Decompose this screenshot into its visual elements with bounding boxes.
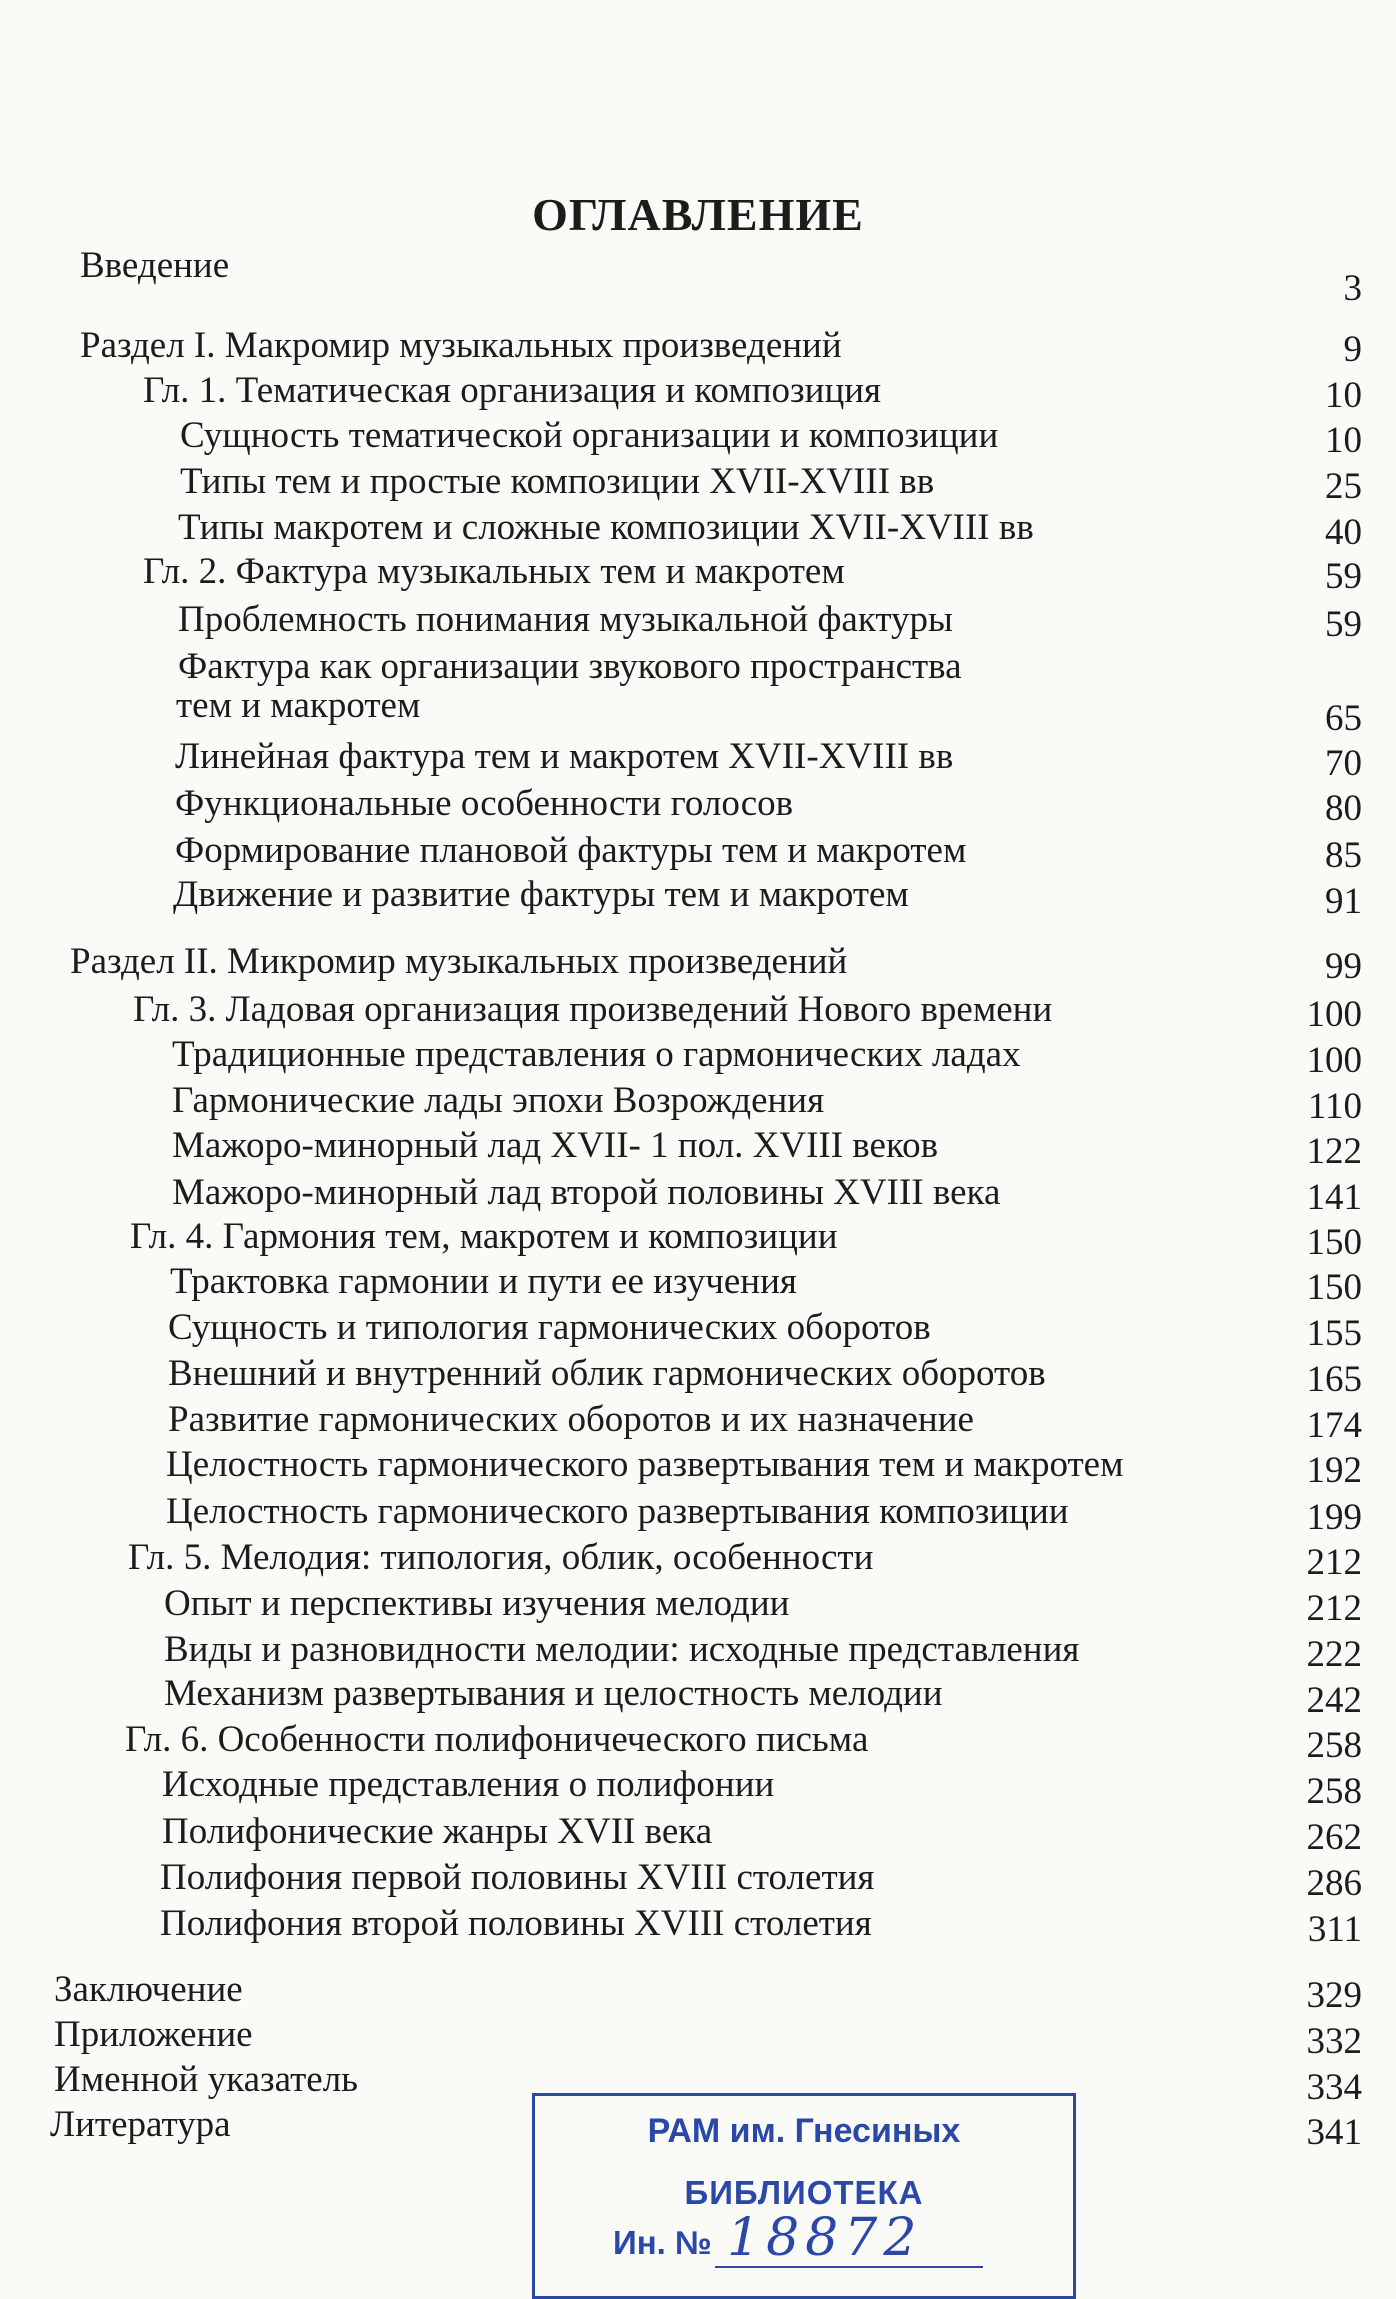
toc-entry-title: Движение и развитие фактуры тем и макротем bbox=[173, 874, 909, 915]
toc-entry-page: 150 bbox=[1306, 1267, 1362, 1308]
toc-entry-title: Функциональные особенности голосов bbox=[175, 783, 794, 824]
toc-entry-page: 40 bbox=[1325, 512, 1362, 553]
toc-entry-page: 329 bbox=[1306, 1975, 1362, 2016]
toc-entry-title: Сущность тематической организации и композиции bbox=[180, 415, 999, 456]
toc-entry-page: 25 bbox=[1325, 466, 1362, 507]
toc-entry-title: Гл. 1. Тематическая организация и композиция bbox=[143, 370, 882, 411]
toc-entry-title: Полифония второй половины XVIII столетия bbox=[160, 1903, 872, 1944]
stamp-library-name: РАМ им. Гнесиных bbox=[647, 2112, 961, 2150]
toc-entry-title: Типы макротем и сложные композиции XVII-XVIII вв bbox=[178, 507, 1034, 548]
toc-entry-page: 242 bbox=[1306, 1680, 1362, 1721]
toc-entry-page: 85 bbox=[1325, 835, 1362, 876]
toc-entry-page: 258 bbox=[1306, 1725, 1362, 1766]
toc-entry-title: Мажоро-минорный лад XVII- 1 пол. XVIII веков bbox=[172, 1125, 939, 1166]
page-title: ОГЛАВЛЕНИЕ bbox=[532, 189, 864, 240]
toc-entry-page: 59 bbox=[1325, 604, 1362, 645]
toc-entry-title: Именной указатель bbox=[54, 2059, 359, 2100]
toc-entry-title: Раздел II. Микромир музыкальных произведений bbox=[70, 941, 848, 982]
toc-entry-title: Гл. 6. Особенности полифоничеческого письма bbox=[125, 1719, 869, 1760]
toc-entry-page: 3 bbox=[1343, 268, 1362, 309]
toc-entry-title: Гл. 5. Мелодия: типология, облик, особенности bbox=[128, 1537, 874, 1578]
toc-entry-title: Сущность и типология гармонических оборотов bbox=[168, 1307, 931, 1348]
toc-entry-title: Развитие гармонических оборотов и их назначение bbox=[168, 1399, 974, 1440]
stamp-library-label: БИБЛИОТЕКА bbox=[684, 2174, 924, 2211]
toc-entry-page: 165 bbox=[1306, 1359, 1362, 1400]
toc-entry-page: 222 bbox=[1306, 1634, 1362, 1675]
toc-entry-page: 59 bbox=[1325, 556, 1362, 597]
toc-entry-page: 311 bbox=[1307, 1909, 1362, 1950]
toc-entry-page: 258 bbox=[1306, 1771, 1362, 1812]
toc-entry-page: 141 bbox=[1306, 1177, 1362, 1218]
stamp-inventory-number: 18872 bbox=[727, 2208, 923, 2268]
toc-entry-title: Гл. 4. Гармония тем, макротем и композиции bbox=[130, 1216, 838, 1257]
toc-entry-title: Гармонические лады эпохи Возрождения bbox=[172, 1080, 825, 1121]
toc-entry-page: 10 bbox=[1325, 420, 1362, 461]
toc-entry-title: Гл. 3. Ладовая организация произведений Нового времени bbox=[133, 989, 1053, 1030]
toc-entry-title: Литература bbox=[50, 2104, 231, 2145]
toc-entry-title: Механизм развертывания и целостность мелодии bbox=[164, 1673, 943, 1714]
toc-entry-title: Формирование плановой фактуры тем и макротем bbox=[175, 830, 967, 871]
toc-entry-page: 286 bbox=[1306, 1863, 1362, 1904]
toc-entry-page: 199 bbox=[1306, 1497, 1362, 1538]
toc-entry-page: 122 bbox=[1306, 1131, 1362, 1172]
toc-entry-title: Заключение bbox=[54, 1969, 243, 2010]
toc-entry-page: 332 bbox=[1306, 2021, 1362, 2062]
toc-entry-title: Линейная фактура тем и макротем XVII-XVIII вв bbox=[175, 736, 954, 777]
toc-entry-title: Исходные представления о полифонии bbox=[162, 1764, 775, 1805]
toc-entry-title: Мажоро-минорный лад второй половины XVIII века bbox=[172, 1172, 1001, 1213]
toc-entry-title: Полифонические жанры XVII века bbox=[162, 1811, 713, 1852]
toc-entry-page: 70 bbox=[1325, 743, 1362, 784]
toc-entry-title: Раздел I. Макромир музыкальных произведений bbox=[80, 325, 842, 366]
toc-entry-title: Приложение bbox=[54, 2014, 253, 2055]
toc-entry-page: 80 bbox=[1325, 788, 1362, 829]
toc-entry-page: 91 bbox=[1325, 881, 1362, 922]
toc-entry-title: Проблемность понимания музыкальной фактуры bbox=[178, 599, 953, 640]
toc-entry-page: 212 bbox=[1306, 1542, 1362, 1583]
toc-entry-page: 100 bbox=[1306, 1040, 1362, 1081]
stamp-inventory-label: Ин. № bbox=[613, 2224, 712, 2261]
toc-entry-title: Целостность гармонического развертывания тем и макротем bbox=[166, 1444, 1124, 1485]
toc-entry-page: 110 bbox=[1307, 1086, 1362, 1127]
toc-entry-title: тем и макротем bbox=[176, 685, 421, 726]
toc-entry-page: 99 bbox=[1325, 946, 1362, 987]
toc-entry-title: Внешний и внутренний облик гармонических оборотов bbox=[168, 1353, 1046, 1394]
toc-entry-page: 174 bbox=[1306, 1405, 1362, 1446]
toc-entry-title: Типы тем и простые композиции XVII-XVIII вв bbox=[180, 461, 935, 502]
toc-entry-title: Трактовка гармонии и пути ее изучения bbox=[170, 1261, 797, 1302]
toc-entry-page: 262 bbox=[1306, 1817, 1362, 1858]
toc-entry-page: 150 bbox=[1306, 1222, 1362, 1263]
toc-entry-title: Фактура как организации звукового пространства bbox=[178, 646, 962, 687]
toc-entry-page: 334 bbox=[1306, 2067, 1362, 2108]
toc-entry-title: Опыт и перспективы изучения мелодии bbox=[164, 1583, 790, 1624]
stamp-underline bbox=[715, 2266, 983, 2268]
toc-entry-title: Традиционные представления о гармонических ладах bbox=[172, 1034, 1021, 1075]
toc-entry-page: 192 bbox=[1306, 1450, 1362, 1491]
toc-entry-page: 341 bbox=[1306, 2112, 1362, 2153]
toc-entry-page: 155 bbox=[1306, 1313, 1362, 1354]
toc-entry-title: Гл. 2. Фактура музыкальных тем и макротем bbox=[143, 551, 845, 592]
toc-entry-page: 65 bbox=[1325, 698, 1362, 739]
toc-entry-title: Виды и разновидности мелодии: исходные представления bbox=[164, 1629, 1080, 1670]
toc-entry-page: 10 bbox=[1325, 375, 1362, 416]
toc-entry-title: Введение bbox=[80, 245, 230, 286]
toc-entry-title: Полифония первой половины XVIII столетия bbox=[160, 1857, 875, 1898]
toc-entry-page: 212 bbox=[1306, 1588, 1362, 1629]
toc-entry-page: 100 bbox=[1306, 994, 1362, 1035]
toc-entry-page: 9 bbox=[1343, 329, 1362, 370]
toc-entry-title: Целостность гармонического развертывания композиции bbox=[166, 1491, 1069, 1532]
library-stamp bbox=[532, 2093, 1076, 2299]
